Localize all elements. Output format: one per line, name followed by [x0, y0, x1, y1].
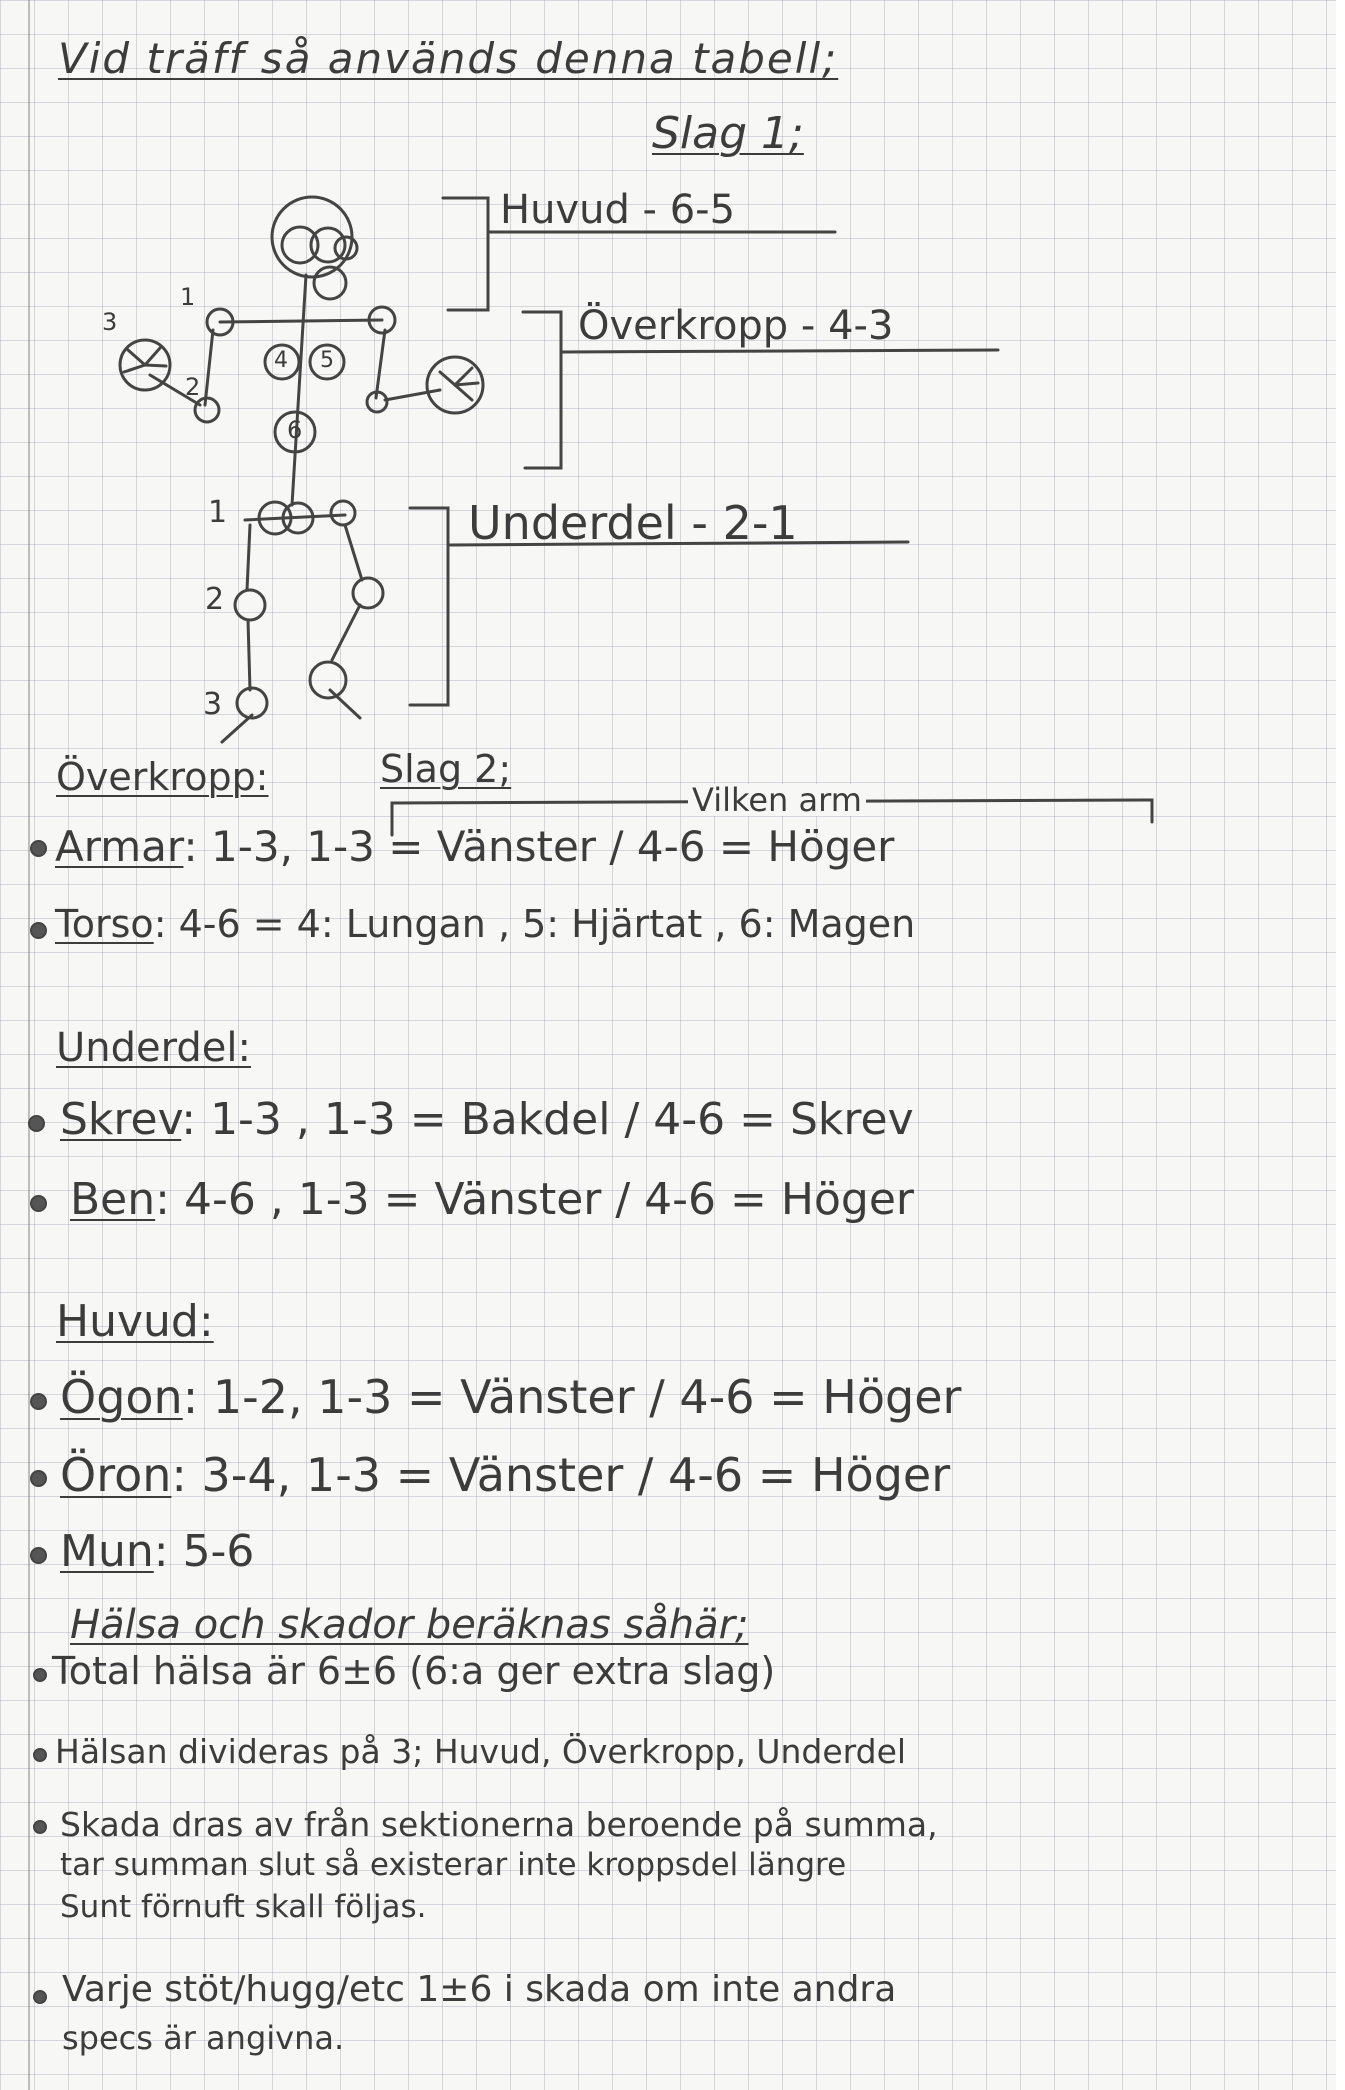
bullet-skrev	[28, 1115, 45, 1132]
fig-num-torso-right: 5	[320, 348, 334, 373]
roll-armar: 1-3	[210, 822, 280, 871]
bullet-ogon	[30, 1393, 47, 1410]
detail-skrev: 1-3 = Bakdel / 4-6 = Skrev	[323, 1094, 914, 1145]
zone-huvud-roll: 6-5	[669, 187, 736, 233]
overkropp-heading: Överkropp:	[56, 755, 269, 799]
row-ogon: Ögon: 1-2, 1-3 = Vänster / 4-6 = Höger	[60, 1370, 962, 1424]
bullet-oron	[30, 1470, 47, 1487]
row-oron: Öron: 3-4, 1-3 = Vänster / 4-6 = Höger	[60, 1448, 951, 1502]
detail-ben: 1-3 = Vänster / 4-6 = Höger	[297, 1174, 914, 1225]
bullet-health-3	[33, 1820, 47, 1834]
health-line-7: specs är angivna.	[62, 2019, 345, 2057]
label-ben: Ben	[70, 1174, 156, 1225]
underdel-heading: Underdel:	[56, 1025, 251, 1071]
roll-torso: 4-6	[178, 902, 241, 946]
bullet-ben	[30, 1195, 47, 1212]
fig-num-arm-mid: 2	[185, 373, 201, 401]
fig-num-leg-mid: 2	[205, 582, 225, 617]
huvud-heading: Huvud:	[56, 1296, 214, 1347]
roll2-label: Slag 2;	[380, 747, 512, 791]
health-line-1: Total hälsa är 6±6 (6:a ger extra slag)	[52, 1649, 776, 1693]
row-skrev: Skrev: 1-3 , 1-3 = Bakdel / 4-6 = Skrev	[60, 1094, 914, 1145]
label-armar: Armar	[55, 822, 184, 871]
label-torso: Torso	[55, 902, 154, 946]
page-title: Vid träff så används denna tabell;	[58, 34, 839, 83]
roll-ogon: 1-2	[212, 1370, 288, 1424]
bullet-health-1	[33, 1668, 47, 1682]
zone-underdel-name: Underdel	[468, 496, 677, 550]
zone-overkropp-name: Överkropp	[578, 303, 789, 349]
bullet-health-2	[33, 1748, 47, 1762]
roll-mun: 5-6	[182, 1526, 255, 1577]
fig-num-belly: 6	[287, 416, 303, 444]
detail-armar: 1-3 = Vänster / 4-6 = Höger	[306, 822, 895, 871]
zone-underdel-roll: 2-1	[722, 496, 798, 550]
label-oron: Öron	[60, 1448, 172, 1502]
bullet-torso	[30, 922, 47, 939]
health-line-3: Skada dras av från sektionerna beroende på summa,	[60, 1805, 938, 1844]
health-heading: Hälsa och skador beräknas såhär;	[70, 1602, 749, 1648]
bullet-health-4	[33, 1990, 47, 2004]
roll-skrev: 1-3	[210, 1094, 282, 1145]
which-arm-label: Vilken arm	[688, 784, 866, 816]
label-skrev: Skrev	[60, 1094, 182, 1145]
fig-num-hand: 3	[102, 308, 118, 336]
row-armar: Armar: 1-3, 1-3 = Vänster / 4-6 = Höger	[55, 822, 895, 871]
bullet-armar	[30, 840, 47, 857]
health-line-2: Hälsan divideras på 3; Huvud, Överkropp, Underdel	[55, 1732, 907, 1771]
zone-overkropp-roll: 4-3	[828, 303, 894, 349]
row-mun: Mun: 5-6	[60, 1526, 255, 1577]
zone-huvud-name: Huvud	[500, 187, 630, 233]
label-mun: Mun	[60, 1526, 154, 1577]
zone-huvud: Huvud - 6-5	[500, 187, 736, 233]
health-line-6: Varje stöt/hugg/etc 1±6 i skada om inte andra	[62, 1969, 897, 2010]
zone-overkropp: Överkropp - 4-3	[578, 303, 894, 349]
detail-oron: 1-3 = Vänster / 4-6 = Höger	[305, 1448, 951, 1502]
fig-num-torso-left: 4	[274, 348, 288, 373]
label-ogon: Ögon	[60, 1370, 183, 1424]
fig-num-leg-top: 1	[208, 495, 228, 530]
roll1-label: Slag 1;	[652, 108, 804, 159]
detail-torso: = 4: Lungan , 5: Hjärtat , 6: Magen	[252, 902, 916, 946]
row-ben: Ben: 4-6 , 1-3 = Vänster / 4-6 = Höger	[70, 1174, 914, 1225]
fig-num-arm-top: 1	[180, 283, 196, 311]
zone-underdel: Underdel - 2-1	[468, 496, 798, 550]
fig-num-foot: 3	[203, 687, 223, 722]
roll-oron: 3-4	[201, 1448, 277, 1502]
detail-ogon: 1-3 = Vänster / 4-6 = Höger	[317, 1370, 962, 1424]
health-line-4: tar summan slut så existerar inte kroppsdel längre	[60, 1847, 847, 1883]
bullet-mun	[30, 1547, 47, 1564]
row-torso: Torso: 4-6 = 4: Lungan , 5: Hjärtat , 6: Magen	[55, 902, 916, 946]
health-line-5: Sunt förnuft skall följas.	[60, 1889, 427, 1925]
roll-ben: 4-6	[183, 1174, 256, 1225]
